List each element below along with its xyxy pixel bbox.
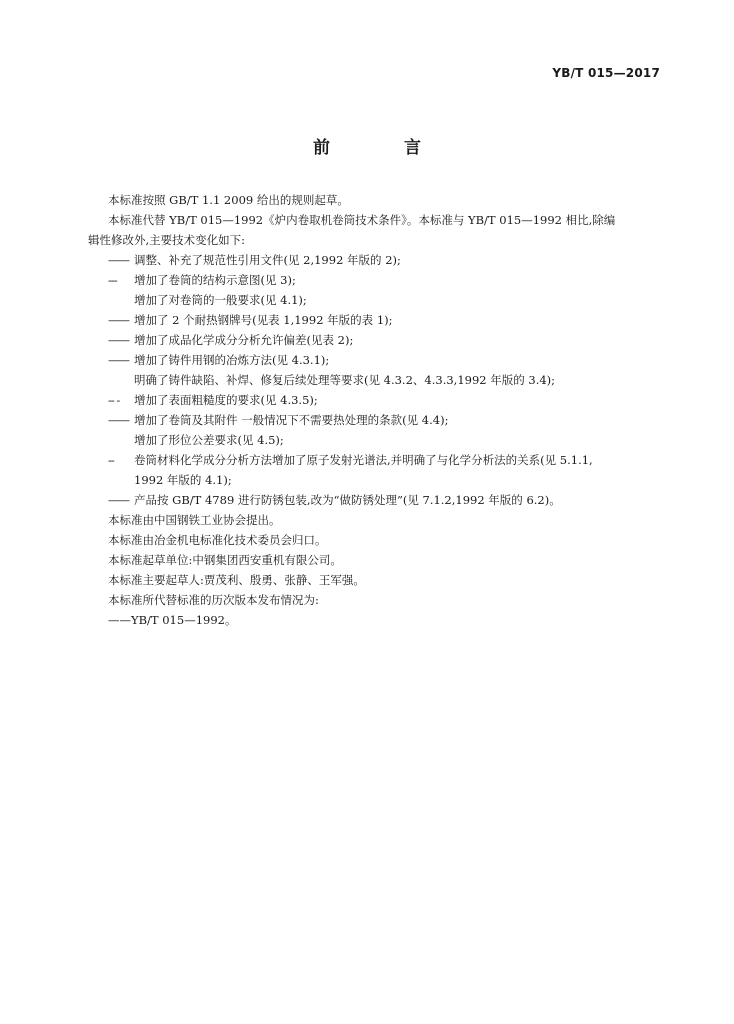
list-item-text: 增加了卷筒及其附件 一般情况下不需要热处理的条款(见 4.4);	[134, 413, 449, 427]
list-item	[108, 250, 668, 270]
paragraph-drafters: 本标准主要起草人:贾茂利、殷勇、张静、王军强。	[108, 573, 365, 587]
list-dash: ——	[108, 353, 129, 367]
changes-list	[108, 250, 668, 510]
list-item-text: 调整、补充了规范性引用文件(见 2,1992 年版的 2);	[134, 253, 401, 267]
list-item-text: 明确了铸件缺陷、补焊、修复后续处理等要求(见 4.3.2、4.3.3,1992 年版的 3.4);	[134, 373, 556, 387]
list-item	[108, 430, 668, 450]
paragraph-replacement-line2: 辑性修改外,主要技术变化如下:	[88, 233, 246, 247]
list-dash: --	[108, 453, 114, 467]
list-item-continuation	[108, 470, 668, 490]
list-item	[108, 410, 668, 430]
list-item-text: 增加了 2 个耐热钢牌号(见表 1,1992 年版的表 1);	[134, 313, 393, 327]
paragraph-proposed-by: 本标准由中国钢铁工业协会提出。	[108, 513, 281, 527]
paragraph-previous-version: ——YB/T 015—1992。	[108, 613, 237, 627]
list-dash: ——	[108, 333, 129, 347]
list-item-text: 产品按 GB/T 4789 进行防锈包装,改为“做防锈处理”(见 7.1.2,1992 年版的 6.2)。	[134, 493, 561, 507]
paragraph-drafting-rules: 本标准按照 GB/T 1.1 2009 给出的规则起草。	[108, 193, 349, 207]
list-dash: ——	[108, 413, 129, 427]
list-item-text: 1992 年版的 4.1);	[134, 473, 232, 487]
list-item	[108, 350, 668, 370]
list-item-text: 增加了铸件用钢的冶炼方法(见 4.3.1);	[134, 353, 330, 367]
list-dash: ---	[108, 273, 117, 287]
list-item	[108, 310, 668, 330]
list-item	[108, 370, 668, 390]
list-item-text: 卷筒材料化学成分分析方法增加了原子发射光谱法,并明确了与化学分析法的关系(见 5.1.1,	[134, 453, 593, 467]
foreword-body	[88, 190, 668, 630]
list-item	[108, 270, 668, 290]
list-dash: ——	[108, 493, 129, 507]
list-item-text: 增加了表面粗糙度的要求(见 4.3.5);	[134, 393, 318, 407]
list-item-text: 增加了形位公差要求(见 4.5);	[134, 433, 284, 447]
list-item	[108, 330, 668, 350]
list-item-text: 增加了卷筒的结构示意图(见 3);	[134, 273, 296, 287]
list-dash: -- -	[108, 393, 120, 407]
paragraph-drafting-unit: 本标准起草单位:中钢集团西安重机有限公司。	[108, 553, 342, 567]
paragraph-centralized-by: 本标准由冶金机电标准化技术委员会归口。	[108, 533, 327, 547]
list-item	[108, 290, 668, 310]
paragraph-version-history: 本标准所代替标准的历次版本发布情况为:	[108, 593, 319, 607]
standard-number: YB/T 015—2017	[552, 66, 660, 80]
list-dash: ——	[108, 313, 129, 327]
list-item	[108, 490, 668, 510]
list-dash: ——	[108, 253, 129, 267]
list-item-text: 增加了成品化学成分分析允许偏差(见表 2);	[134, 333, 354, 347]
list-item	[108, 450, 668, 470]
list-item	[108, 390, 668, 410]
paragraph-replacement-line1: 本标准代替 YB/T 015—1992《炉内卷取机卷筒技术条件》。本标准与 YB/T 015—1992 相比,除编	[108, 213, 616, 227]
list-item-text: 增加了对卷筒的一般要求(见 4.1);	[134, 293, 307, 307]
page-title: 前 言	[313, 138, 455, 158]
